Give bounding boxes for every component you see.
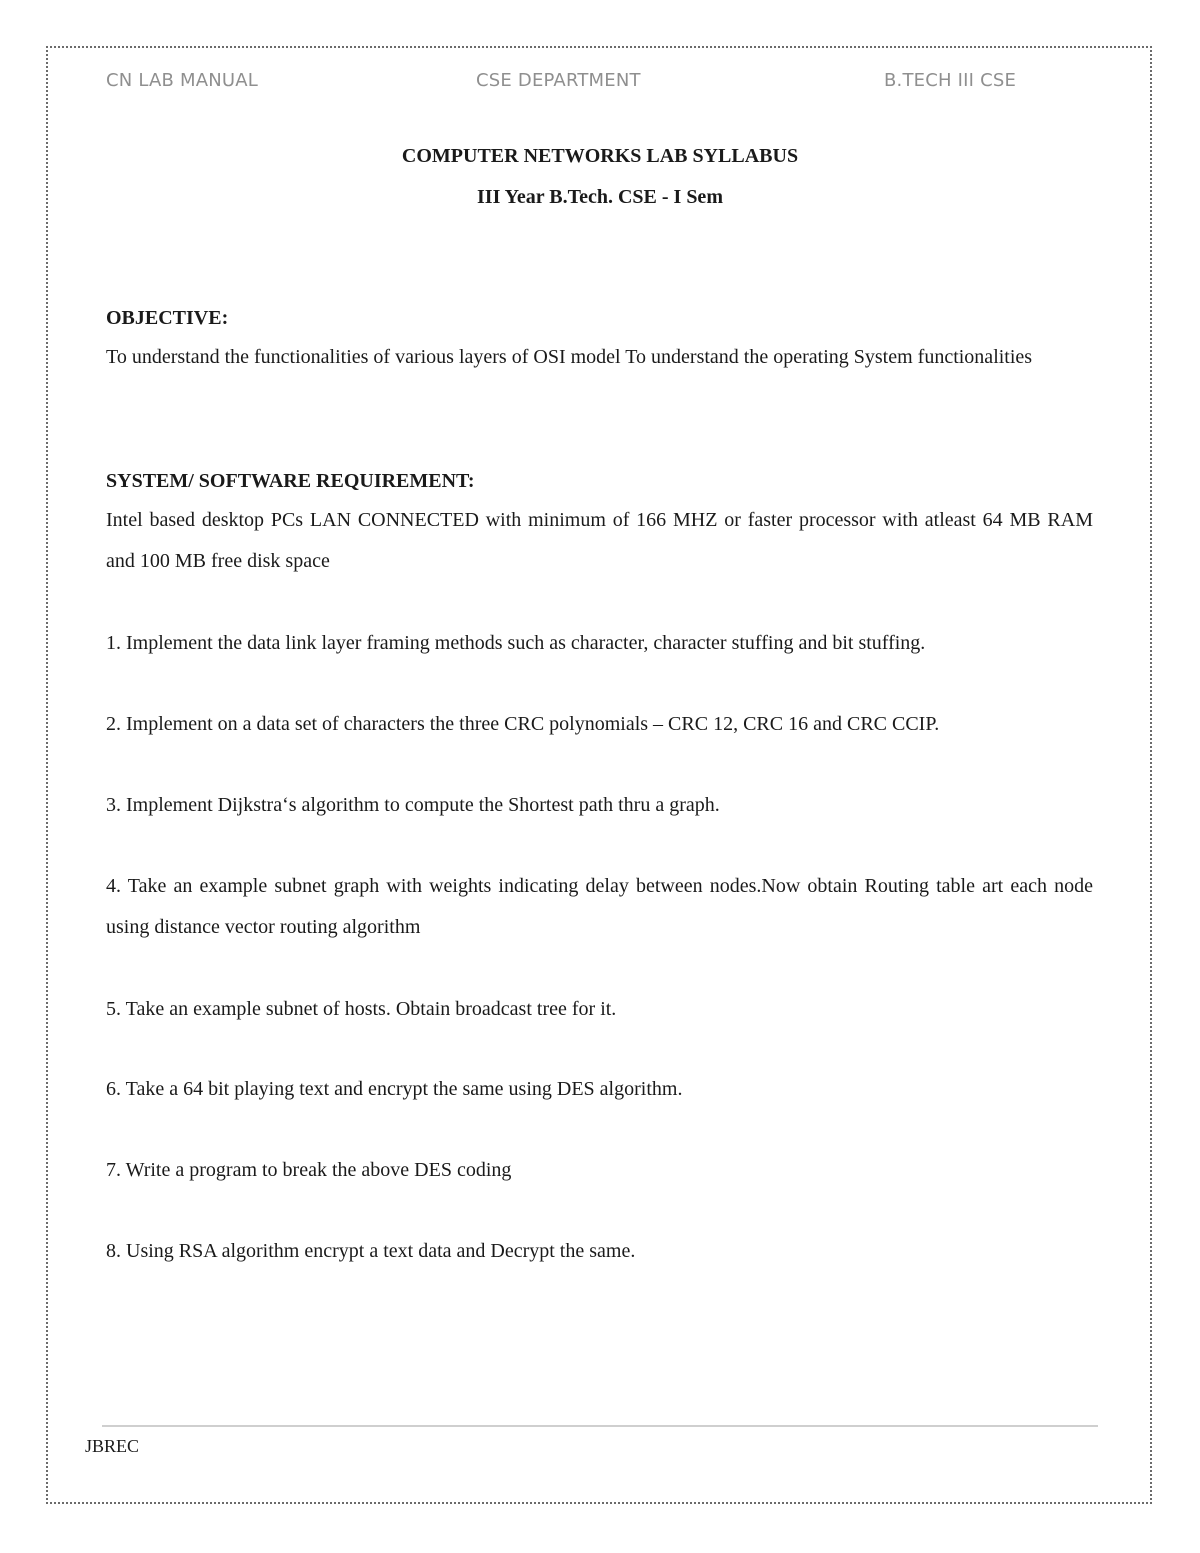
requirements-heading: SYSTEM/ SOFTWARE REQUIREMENT: bbox=[106, 470, 475, 492]
document-subtitle: III Year B.Tech. CSE - I Sem bbox=[477, 186, 723, 208]
experiment-item: 5. Take an example subnet of hosts. Obtain broadcast tree for it. bbox=[106, 998, 617, 1020]
experiment-item: 4. Take an example subnet graph with weights indicating delay between nodes.Now obtain Routing table art each node using distance vector routing algorithm bbox=[106, 875, 1093, 938]
objective-text: To understand the functionalities of various layers of OSI model To understand the operating System functionalities bbox=[106, 346, 1033, 368]
header-left: CN LAB MANUAL bbox=[106, 70, 259, 91]
page-border bbox=[46, 46, 1152, 1504]
requirements-text: Intel based desktop PCs LAN CONNECTED with minimum of 166 MHZ or faster processor with atleast 64 MB RAM and 100 MB free disk space bbox=[106, 509, 1093, 572]
experiment-item: 2. Implement on a data set of characters the three CRC polynomials – CRC 12, CRC 16 and CRC CCIP. bbox=[106, 713, 940, 735]
experiment-item: 8. Using RSA algorithm encrypt a text data and Decrypt the same. bbox=[106, 1240, 636, 1262]
experiment-item: 3. Implement Dijkstra‘s algorithm to compute the Shortest path thru a graph. bbox=[106, 794, 720, 816]
document-title: COMPUTER NETWORKS LAB SYLLABUS bbox=[401, 145, 799, 167]
footer-label: JBREC bbox=[85, 1436, 140, 1456]
experiment-item: 6. Take a 64 bit playing text and encrypt the same using DES algorithm. bbox=[106, 1078, 683, 1100]
objective-heading: OBJECTIVE: bbox=[106, 307, 229, 329]
header-center: CSE DEPARTMENT bbox=[476, 70, 641, 91]
page-header bbox=[0, 70, 1200, 96]
footer-divider bbox=[102, 1425, 1098, 1427]
header-right: B.TECH III CSE bbox=[884, 70, 1017, 91]
experiment-item: 1. Implement the data link layer framing methods such as character, character stuffing and bit stuffing. bbox=[106, 632, 926, 654]
experiment-item: 7. Write a program to break the above DES coding bbox=[106, 1159, 512, 1181]
